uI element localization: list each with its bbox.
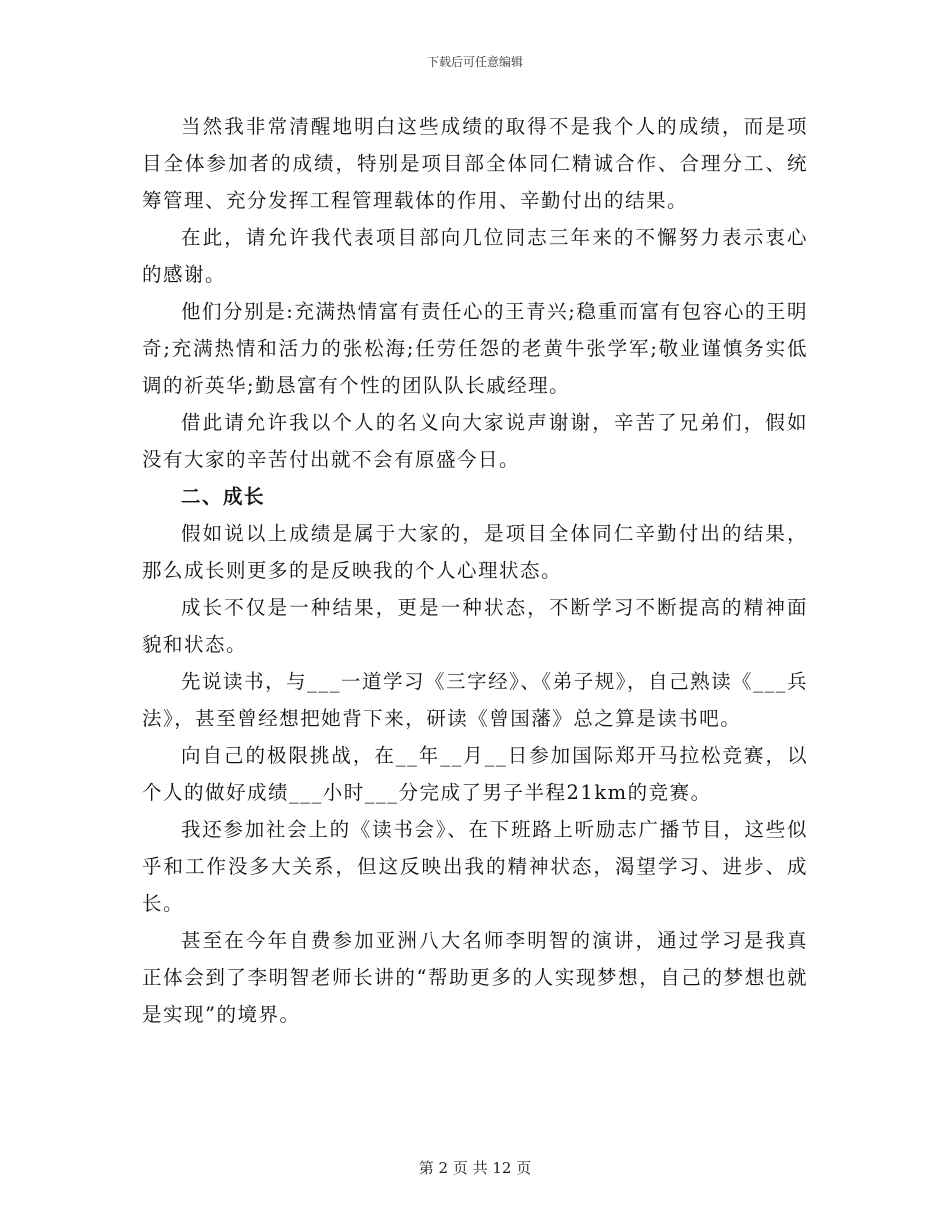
section-heading: 二、成长: [181, 485, 266, 508]
page-footer: 第 2 页 共 12 页: [418, 1159, 532, 1177]
paragraph: 向自己的极限挑战，在__年__月__日参加国际郑开马拉松竞赛，以个人的做好成绩___小时___分完成了男子半程21km的竞赛。: [142, 744, 808, 804]
paragraph: 先说读书，与___一道学习《三字经》、《弟子规》，自己熟读《___兵法》，甚至曾经想把她背下来，研读《曾国藩》总之算是读书吧。: [142, 670, 808, 730]
paragraph: 假如说以上成绩是属于大家的，是项目全体同仁辛勤付出的结果，那么成长则更多的是反映我的个人心理状态。: [142, 522, 808, 582]
paragraph: 当然我非常清醒地明白这些成绩的取得不是我个人的成绩，而是项目全体参加者的成绩，特别是项目部全体同仁精诚合作、合理分工、统筹管理、充分发挥工程管理载体的作用、辛勤付出的结果。: [142, 115, 808, 212]
page-header: 下载后可任意编辑: [426, 55, 523, 69]
paragraph: 借此请允许我以个人的名义向大家说声谢谢，辛苦了兄弟们，假如没有大家的辛苦付出就不会有原盛今日。: [142, 411, 808, 471]
paragraph: 我还参加社会上的《读书会》、在下班路上听励志广播节目，这些似乎和工作没多大关系，但这反映出我的精神状态，渴望学习、进步、成长。: [142, 818, 808, 915]
paragraph: 成长不仅是一种结果，更是一种状态，不断学习不断提高的精神面貌和状态。: [142, 596, 808, 656]
paragraph: 他们分别是:充满热情富有责任心的王青兴;稳重而富有包容心的王明奇;充满热情和活力的张松海;任劳任怨的老黄牛张学军;敬业谨慎务实低调的祈英华;勤恳富有个性的团队队长戚经理。: [142, 300, 808, 397]
paragraph: 在此，请允许我代表项目部向几位同志三年来的不懈努力表示衷心的感谢。: [142, 226, 808, 286]
document-body: [142, 108, 808, 1033]
paragraph: 甚至在今年自费参加亚洲八大名师李明智的演讲，通过学习是我真正体会到了李明智老师长讲的“帮助更多的人实现梦想，自己的梦想也就是实现”的境界。: [142, 929, 808, 1026]
